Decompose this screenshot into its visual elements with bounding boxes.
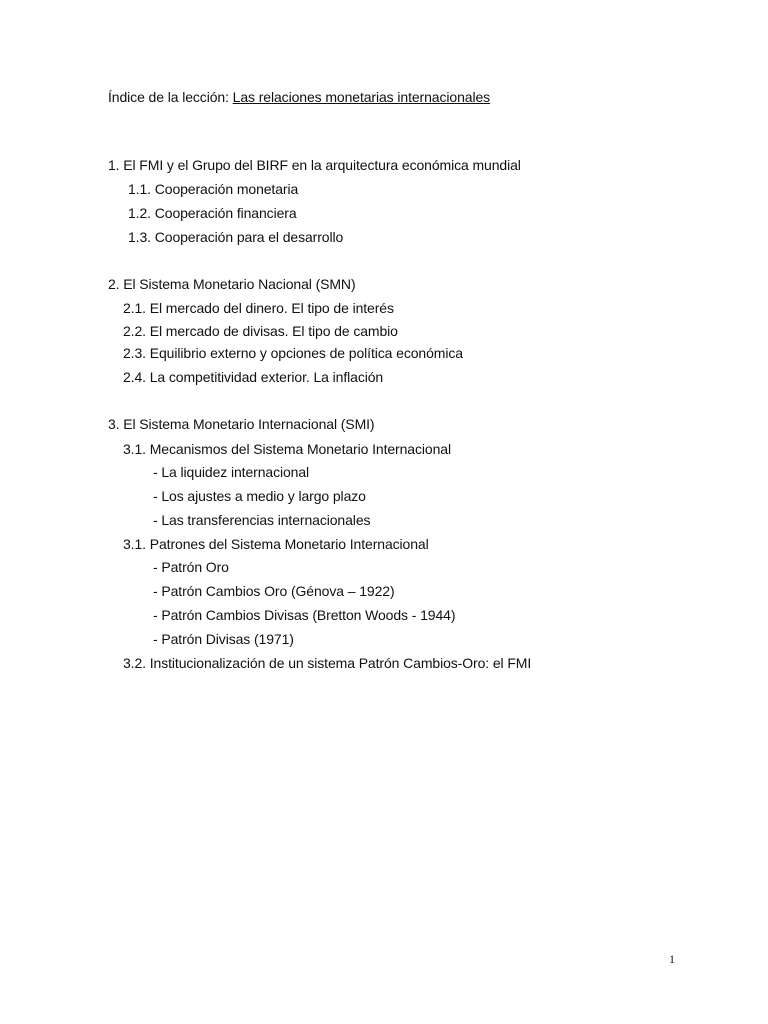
title-topic: Las relaciones monetarias internacionales — [232, 89, 491, 105]
section-1-heading: 1. El FMI y el Grupo del BIRF en la arquitectura económica mundial — [108, 157, 521, 173]
section-2-item: 2.3. Equilibrio externo y opciones de política económica — [123, 345, 463, 361]
title-prefix: Índice de la lección: — [108, 89, 233, 105]
lesson-index-title — [108, 88, 490, 106]
section-3-subitem: - Los ajustes a medio y largo plazo — [153, 488, 366, 504]
section-3-subitem: - La liquidez internacional — [153, 464, 310, 480]
section-1-item: 1.1. Cooperación monetaria — [128, 181, 299, 197]
section-3-item: 3.1. Mecanismos del Sistema Monetario Internacional — [123, 441, 451, 457]
section-2-item: 2.2. El mercado de divisas. El tipo de cambio — [123, 323, 398, 339]
section-1-item: 1.2. Cooperación financiera — [128, 205, 297, 221]
section-2-heading: 2. El Sistema Monetario Nacional (SMN) — [108, 276, 356, 292]
section-3-subitem: - Patrón Cambios Divisas (Bretton Woods - 1944) — [153, 607, 456, 623]
section-2-item: 2.1. El mercado del dinero. El tipo de interés — [123, 300, 394, 316]
section-3-subitem: - Patrón Oro — [153, 559, 229, 575]
section-3-item: 3.2. Institucionalización de un sistema Patrón Cambios-Oro: el FMI — [123, 655, 532, 671]
section-3-subitem: - Patrón Divisas (1971) — [153, 631, 294, 647]
section-3-heading: 3. El Sistema Monetario Internacional (SMI) — [108, 416, 375, 432]
section-3-subitem: - Las transferencias internacionales — [153, 512, 371, 528]
section-3-item: 3.1. Patrones del Sistema Monetario Internacional — [123, 536, 429, 552]
section-1-item: 1.3. Cooperación para el desarrollo — [128, 229, 344, 245]
section-3-subitem: - Patrón Cambios Oro (Génova – 1922) — [153, 583, 395, 599]
section-2-item: 2.4. La competitividad exterior. La inflación — [123, 369, 384, 385]
page-number: 1 — [669, 952, 675, 966]
